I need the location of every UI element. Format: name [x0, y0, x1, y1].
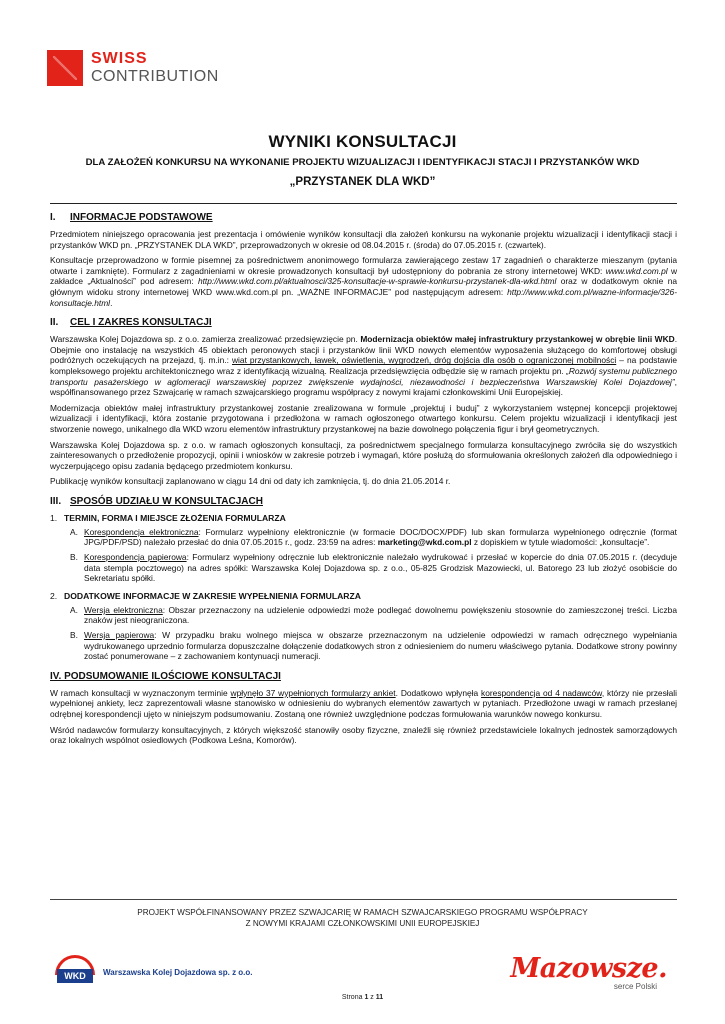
mazowsze-logo: Mazowsze. serce Polski [510, 953, 667, 991]
section-4-heading: IV. PODSUMOWANIE ILOŚCIOWE KONSULTACJI [50, 670, 281, 682]
wkd-train-icon: WKD [55, 955, 95, 989]
section-2 [50, 317, 677, 487]
logo-line2: CONTRIBUTION [91, 68, 219, 85]
section-3 [50, 496, 677, 662]
header-divider [50, 203, 677, 204]
swiss-flag-icon [47, 50, 83, 86]
logo-line1: SWISS [91, 50, 148, 67]
section-2-heading: II. CEL I ZAKRES KONSULTACJI [50, 317, 212, 329]
section-1-heading: I. INFORMACJE PODSTAWOWE [50, 212, 213, 223]
section-3-heading: III. SPOSÓB UDZIAŁU W KONSULTACJACH [50, 495, 263, 507]
email-link[interactable]: marketing@wkd.com.pl [377, 537, 472, 548]
wkd-logo [55, 955, 253, 989]
section-2-p1: Warszawska Kolej Dojazdowa sp. z o.o. zamierza zrealizować przedsięwzięcie pn. Modernizacja obiektów małej infrastruktury przystankowej w obrębie linii WKD. Obejmie ono instalację na wszystkich 45 obiektach peronowych stacji i przystanków linii WKD nowych elementów wyposażenia służącego do komfortowej obsługi podróżnych oczekujących na przejazd, tj. m.in.: wiat przystankowych, ławek, oświetlenia, wygrodzeń, dróg dojścia dla osób o ograniczonej mobilności – na podstawie kompleksowego projektu architektonicznego wraz z identyfikacją wizualną. Realizacja przedsięwzięcia odbędzie się w ramach projektu pn. „Rozwój systemu publicznego transportu pasażerskiego w aglomeracji warszawskiej poprzez zwiększenie wydajności, niezawodności i bezpieczeństwa Warszawskiej Kolei Dojazdowej”, współfinansowanego przez Szwajcarię w ramach szwajcarskiego programu współpracy z nowymi krajami członkowskimi Unii Europejskiej. [50, 334, 678, 398]
link-wazne-informacje[interactable]: http://www.wkd.com.pl/wazne-informacje/326-konsultacje.html [50, 286, 677, 308]
swiss-contribution-logo [47, 50, 219, 86]
page-title: WYNIKI KONSULTACJI [268, 132, 457, 151]
page-subtitle: DLA ZAŁOŻEŃ KONKURSU NA WYKONANIE PROJEKTU WIZUALIZACJI I IDENTYFIKACJI STACJI I PRZYSTANKÓW WKD [85, 157, 640, 168]
footer-divider [50, 899, 677, 900]
link-aktualnosci[interactable]: http://www.wkd.com.pl/aktualnosci/325-konsultacje-w-sprawie-konkursu-przystanek-dla-wkd.html [197, 276, 557, 287]
list-item-b: B. Korespondencja papierowa: Formularz wypełniony odręcznie lub elektronicznie należało wydrukować i przesłać w kopercie do dnia 07.05.2015 r. (decyduje data stempla pocztowego) na adres spółki: Warszawska Kolej Dojazdowa sp. z o.o., 05-825 Grodzisk Mazowiecki, ul. Batorego 23 lub złożyć osobiście do Sekretariatu spółki. [70, 552, 677, 584]
list-item-d: B. Wersja papierowa: W przypadku braku wolnego miejsca w obszarze przeznaczonym na udzielenie odpowiedzi w ramach odręcznego wypełniania wydrukowanego uprzednio formularza dopuszczalne dołączenie dodatkowych stron z odniesieniem do numeru właściwego pytania. Dodatkowe strony powinny zostać ponumerowane – z zachowaniem kontynuacji numeracji. [70, 630, 677, 662]
section-4-p2: Wśród nadawców formularzy konsultacyjnych, z których większość stanowiły osoby fizyczne, znaleźli się również przedstawiciele lokalnych jednostek samorządowych oraz lokalnych wspólnot osiedlowych (Podkowa Leśna, Komorów). [50, 724, 677, 746]
page-subtitle-quote: „PRZYSTANEK DLA WKD” [289, 176, 436, 188]
wkd-company-name: Warszawska Kolej Dojazdowa sp. z o.o. [103, 967, 253, 977]
list-item-c: A. Wersja elektroniczna: Obszar przeznaczony na udzielenie odpowiedzi może podlegać dowolnemu powiększeniu stosownie do zamieszczonej treści. Liczba znaków jest nieograniczona. [70, 604, 677, 626]
section-4-p1: W ramach konsultacji w wyznaczonym terminie wpłynęło 37 wypełnionych formularzy ankiet. Dodatkowo wpłynęła korespondencja od 4 nadawców, którzy nie przesłali wypełnionej ankiety, lecz zaprezentowali własne stanowisko w odniesieniu do wybranych elementów zawartych w pytaniach. Przedłożone uwagi w ramach przesłanej odrębnej korespondencji ujęto w niniejszym podsumowaniu. Zostaną one również uwzględnione podczas formułowania warunków nowego konkursu. [50, 687, 677, 719]
section-2-p4: Publikację wyników konsultacji zaplanowano w ciągu 14 dni od daty ich zamknięcia, tj. do dnia 21.05.2014 r. [50, 476, 451, 487]
list-item-a: A. Korespondencja elektroniczna: Formularz wypełniony elektronicznie (w formacie DOC/DOCX/PDF) lub skan formularza wypełnionego odręcznie (format JPG/PDF/PSD) należało przesłać do dnia 07.05.2015 r., godz. 23:59 na adres: marketing@wkd.com.pl z dopiskiem w tytule wiadomości: „konsultacje”. [70, 526, 677, 548]
section-2-p3: Warszawska Kolej Dojazdowa sp. z o.o. w ramach ogłoszonych konsultacji, za pośrednictwem specjalnego formularza konsultacyjnego zwróciła się do wszystkich zainteresowanych o przedłożenie propozycji, opinii i wniosków w zakresie potrzeb i wymagań, które posłużą do sformułowania określonych założeń dla odpowiedniego i wyczerpującego opisu zadania będącego przedmiotem konkursu. [50, 439, 677, 471]
section-1-p1: Przedmiotem niniejszego opracowania jest prezentacja i omówienie wyników konsultacji dla założeń konkursu na wykonanie projektu wizualizacji i identyfikacji stacji i przystanków WKD pn. „PRZYSTANEK DLA WKD”, przeprowadzonych w okresie od 08.04.2015 r. (środa) do 07.05.2015 r. (czwartek). [50, 229, 677, 250]
section-1 [50, 212, 677, 308]
document-body [50, 212, 677, 755]
section-3-sub1-heading: 1. TERMIN, FORMA I MIEJSCE ZŁOŻENIA FORMULARZA [50, 512, 286, 523]
section-4 [50, 671, 677, 746]
page-number: Strona 1 z 11 [341, 994, 384, 1001]
section-2-p2: Modernizacja obiektów małej infrastruktury przystankowej zostanie zrealizowana w formule „projektuj i buduj” z wykorzystaniem wstępnej koncepcji projektowej wizualizacji i identyfikacji, która zostanie przygotowana i przedłożona w ramach ogłoszonego otwartego konkursu. Celem projektu wizualizacji i identyfikacji jest stworzenie nowego, unikalnego dla WKD wzoru elementów infrastruktury przystankowej na bazie dowolnego połączenia figur i brył geometrycznych. [50, 402, 677, 434]
section-3-sub2-heading: 2. DODATKOWE INFORMACJE W ZAKRESIE WYPEŁNIENIA FORMULARZA [50, 590, 361, 601]
section-1-p2: Konsultacje przeprowadzono w formie pisemnej za pośrednictwem anonimowego formularza zawierającego zestaw 17 zagadnień o charakterze mieszanym (pytania otwarte i zamknięte). Formularz z zagadnieniami w okresie prowadzonych konsultacji był udostępniony do pobrania ze strony internetowej WKD: www.wkd.com.pl w zakładce „Aktualności” pod adresem: http://www.wkd.com.pl/aktualnosci/325-konsultacje-w-sprawie-konkursu-przystanek-dla-wkd.html oraz w dodatkowym oknie na głównym widoku strony internetowej WKD www.wkd.com.pl pn. „WAŻNE INFORMACJE” pod następującym adresem: http://www.wkd.com.pl/wazne-informacje/326-konsultacje.html. [50, 255, 678, 308]
footer-cofinancing-note: PROJEKT WSPÓŁFINANSOWANY PRZEZ SZWAJCARIĘ W RAMACH SZWAJCARSKIEGO PROGRAMU WSPÓŁPRACY Z NOWYMI KRAJAMI CZŁONKOWSKIMI UNII EUROPEJSKIEJ [137, 908, 588, 928]
